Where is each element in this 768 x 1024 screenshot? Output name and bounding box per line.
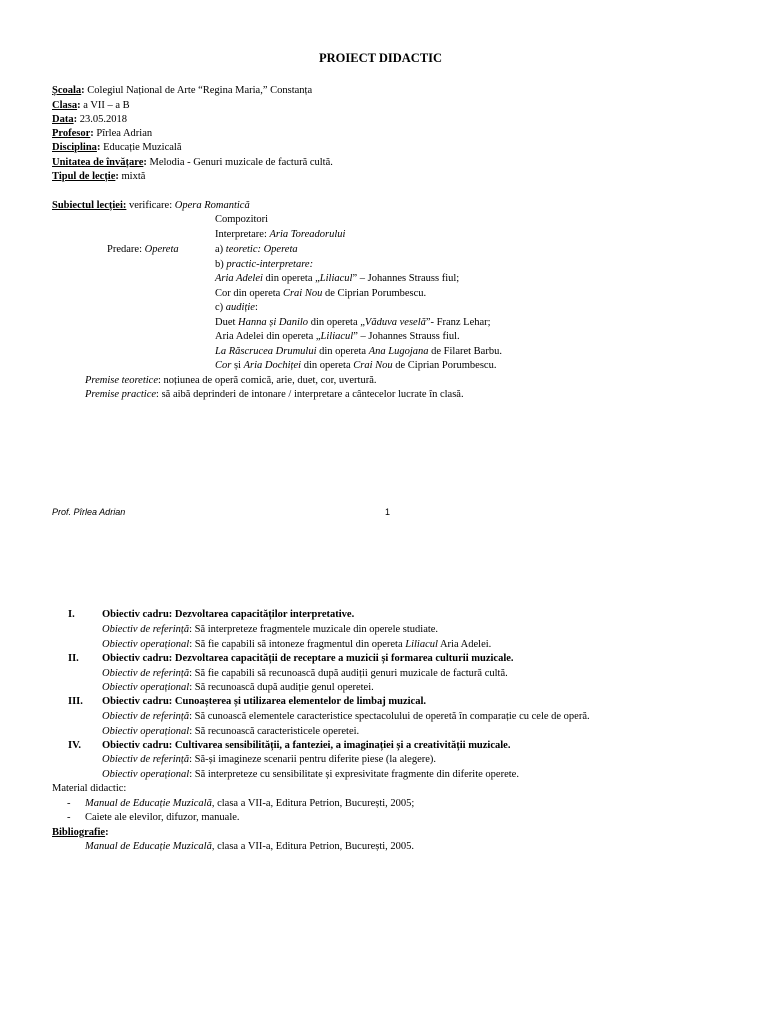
item-c-value: audiție [225,302,255,313]
subiect-line [52,200,250,212]
field-value: Melodia - Genuri muzicale de factură cultă. [146,157,333,168]
rascrucea-end: de Filaret Barbu. [428,346,502,357]
objective-ref [102,711,590,723]
liliacul-title: Liliacul [319,273,353,284]
field-colon: : [143,157,147,168]
objective-op [102,726,359,738]
field-disciplina [52,142,181,154]
verificare-prefix: verificare: [126,200,175,211]
field-value: 23.05.2018 [77,114,127,125]
item-b-value: practic-interpretare: [226,259,314,270]
item-a-prefix: a) [215,244,226,255]
op-text: : Să fie capabili să intoneze fragmentul din opereta [189,639,406,650]
objective-op [102,682,374,694]
field-label: Unitatea de învățare [52,157,144,168]
interpretare-prefix: Interpretare: [215,229,270,240]
bibliografie-colon: : [105,827,109,838]
objective-numeral: II. [68,653,79,664]
ref-text: : Să-și imagineze scenarii pentru diferite piese (la alegere). [189,754,437,765]
field-profesor [52,128,152,140]
op-text: : Să interpreteze cu sensibilitate și expresivitate fragmente din diferite operete. [189,769,519,780]
objective-ref [102,668,508,680]
predare-line [107,244,179,256]
premise-practice-label: Premise practice [85,389,157,400]
premise-teoretice-label: Premise teoretice [85,375,158,386]
cor2-end: de Ciprian Porumbescu. [392,360,497,371]
cor2-crai: Crai Nou [353,360,393,371]
field-colon: : [90,128,94,139]
material-item [85,798,414,810]
duet-title: Hanna și Danilo [238,317,309,328]
op-text: : Să recunoască caracteristicele operetei. [189,726,360,737]
crai-nou-title: Crai Nou [282,288,323,299]
verificare-value: Opera Romantică [174,200,250,211]
objective-cadru: Obiectiv cadru: Dezvoltarea capacității de receptare a muzicii și formarea culturii muzicale. [102,653,514,664]
field-data [52,114,127,126]
field-colon: : [115,171,119,182]
field-label: Profesor [52,128,91,139]
field-colon: : [81,85,85,96]
field-value: Educație Muzicală [100,142,182,153]
item-b-prefix: b) [215,259,227,270]
objective-op [102,769,519,781]
cor-line [215,288,426,300]
bibliografie-text: , clasa a VII-a, Editura Petrion, București, 2005. [211,841,415,852]
field-label: Clasa [52,100,78,111]
ref-text: : Să interpreteze fragmentele muzicale din operele studiate. [189,624,439,635]
rascrucea-title: La Răscrucea Drumului [215,346,317,357]
ref-label: Obiectiv de referință [102,754,190,765]
item-c [215,302,258,314]
objective-cadru: Obiectiv cadru: Dezvoltarea capacităților interpretative. [102,609,355,620]
duet-prefix: Duet [215,317,239,328]
duet-end: ”- Franz Lehar; [425,317,491,328]
field-colon: : [77,100,81,111]
cor-end: de Ciprian Porumbescu. [322,288,427,299]
objective-numeral: I. [68,609,75,620]
predare-prefix: Predare: [107,244,145,255]
interpretare-value: Aria Toreadorului [269,229,346,240]
material-item-text: Caiete ale elevilor, difuzor, manuale. [85,812,240,823]
aria-adelei-mid: din opereta „ [262,273,320,284]
objective-ref [102,624,438,636]
ref-label: Obiectiv de referință [102,624,190,635]
premise-teoretice [85,375,377,387]
document-title: PROIECT DIDACTIC [319,51,443,65]
objective-cadru: Obiectiv cadru: Cunoașterea și utilizarea elementelor de limbaj muzical. [102,696,426,707]
field-colon: : [73,114,78,125]
op-label: Obiectiv operațional [102,769,190,780]
premise-practice-text: : să aibă deprinderi de intonare / interpretare a cântecelor lucrate în clasă. [156,389,464,400]
material-label: Material didactic: [52,783,127,794]
cor-prefix: Cor din opereta [215,288,283,299]
vaduva-title: Văduva veselă [364,317,426,328]
field-value: Pîrlea Adrian [93,128,153,139]
field-scoala [52,85,312,97]
field-value: mixtă [118,171,146,182]
op-label: Obiectiv operațional [102,639,190,650]
op-text: : Să recunoască după audiție genul operetei. [189,682,374,693]
field-label: Tipul de lecție [52,171,116,182]
aria-adelei-title: Aria Adelei [215,273,263,284]
rascrucea-line [215,346,502,358]
field-value: a VII – a B [80,100,130,111]
objective-cadru: Obiectiv cadru: Cultivarea sensibilității, a fanteziei, a imaginației și a creativității muzicale. [102,740,511,751]
field-label: Disciplina [52,142,97,153]
op-label: Obiectiv operațional [102,726,190,737]
item-b [215,259,313,271]
ref-text: : Să fie capabili să recunoască după audiții genuri muzicale de factură cultă. [189,668,508,679]
field-colon: : [96,142,101,153]
aria-adelei-line [215,273,459,285]
aria2-liliacul: Liliacul [320,331,354,342]
material-dash: - [67,798,71,809]
ref-label: Obiectiv de referință [102,711,190,722]
item-c-prefix: c) [215,302,226,313]
field-value: Colegiul Național de Arte “Regina Maria,” Constanța [84,85,313,96]
bibliografie-label: Bibliografie [52,827,106,838]
bibliografie-italic: Manual de Educație Muzicală [85,841,212,852]
material-dash: - [67,812,71,823]
op-italic: Liliacul [405,639,438,650]
footer-author: Prof. Pîrlea Adrian [52,507,126,517]
field-label: Școala [52,85,82,96]
objective-numeral: III. [68,696,83,707]
field-tipul [52,171,145,183]
material-item-italic: Manual de Educație Muzicală [85,798,212,809]
objective-op [102,639,491,651]
material-item [85,812,240,824]
material-item-text: , clasa a VII-a, Editura Petrion, București, 2005; [211,798,415,809]
aria-adelei-end: ” – Johannes Strauss fiul; [352,273,460,284]
field-label: Data [52,114,74,125]
op-end: Aria Adelei. [437,639,492,650]
duet-line [215,317,491,329]
op-label: Obiectiv operațional [102,682,190,693]
objective-ref [102,754,436,766]
field-clasa [52,100,130,112]
ana-lugojana-title: Ana Lugojana [368,346,429,357]
subiect-label: Subiectul lecției: [52,200,127,211]
premise-practice [85,389,464,401]
cor2-title: Cor [215,360,232,371]
aria2-prefix: Aria Adelei din opereta „ [215,331,321,342]
compozitori-line: Compozitori [215,214,269,225]
duet-mid: din opereta „ [308,317,365,328]
ref-label: Obiectiv de referință [102,668,190,679]
footer-page-number: 1 [385,507,391,517]
item-a-value: teoretic: Opereta [225,244,298,255]
aria2-line [215,331,460,343]
cor2-mid: din opereta [301,360,354,371]
predare-value: Opereta [144,244,179,255]
bibliografie-entry [85,841,414,853]
cor2-line [215,360,496,372]
cor2-aria: Aria Dochiței [243,360,302,371]
item-a [215,244,298,256]
field-unitatea [52,157,333,169]
aria2-end: ” – Johannes Strauss fiul. [353,331,460,342]
objective-numeral: IV. [68,740,81,751]
item-c-colon: : [254,302,258,313]
cor2-and: și [231,360,244,371]
premise-teoretice-text: : noțiunea de operă comică, arie, duet, cor, uvertură. [157,375,377,386]
bibliografie-heading [52,827,109,839]
rascrucea-mid: din opereta [316,346,369,357]
interpretare-line [215,229,345,241]
ref-text: : Să cunoască elementele caracteristice spectacolului de operetă în comparație cu cele de operă. [189,711,590,722]
